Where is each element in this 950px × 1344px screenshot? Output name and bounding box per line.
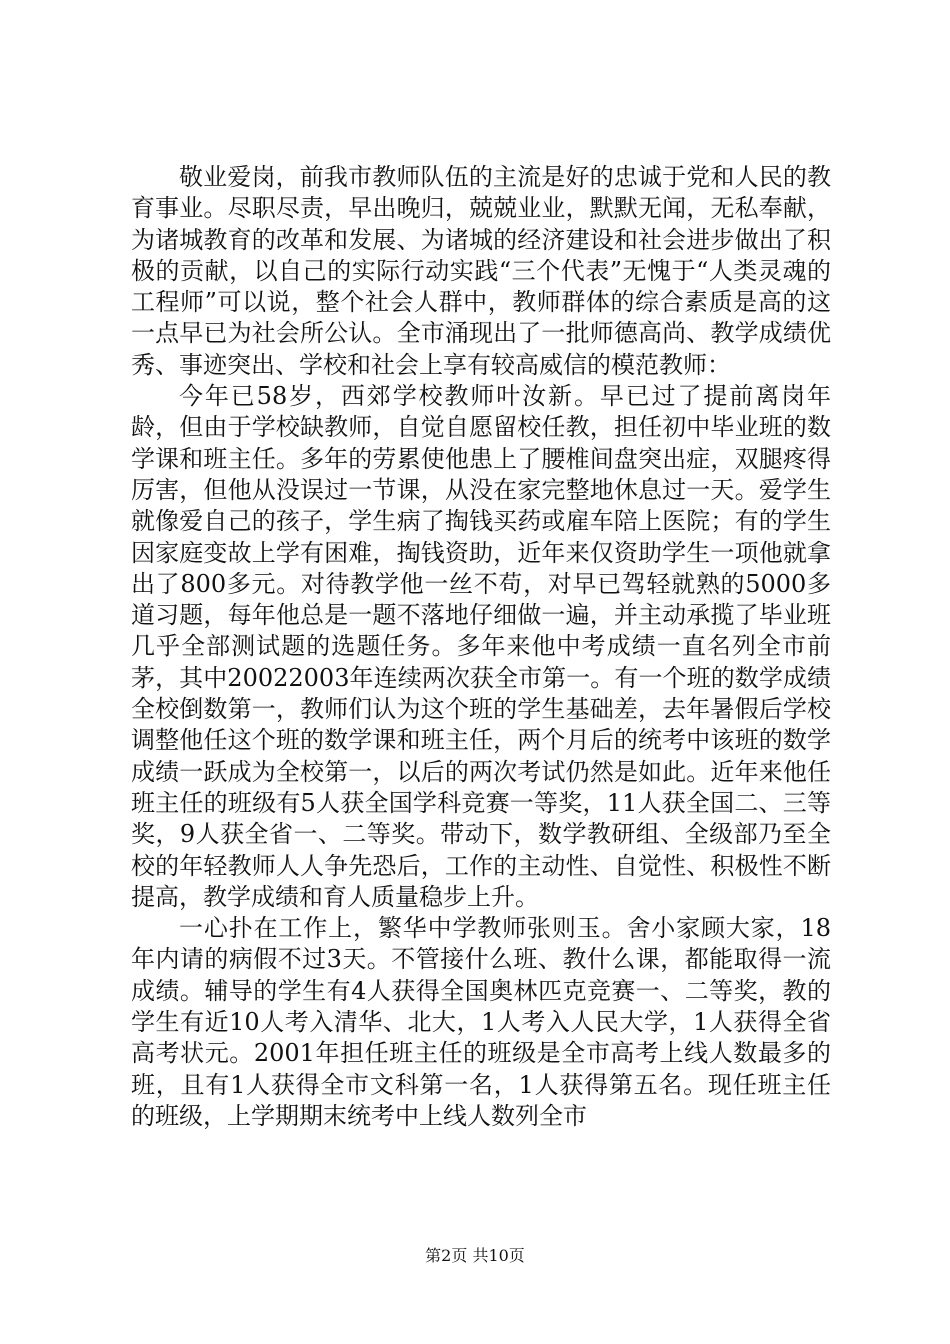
paragraph-1: 敬业爱岗，前我市教师队伍的主流是好的忠诚于党和人民的教育事业。尽职尽责，早出晚归，兢兢业业，默默无闻，无私奉献，为诸城教育的改革和发展、为诸城的经济建设和社会进步做出了积极的贡献，以自己的实际行动实践“三个代表”无愧于“人类灵魂的工程师”可以说，整个社会人群中，教师群体的综合素质是高的这一点早已为社会所公认。全市涌现出了一批师德高尚、教学成绩优秀、事迹突出、学校和社会上享有较高威信的模范教师： [131, 163, 831, 379]
page-number-footer: 第2页 共10页 [425, 1246, 525, 1265]
document-body [131, 162, 831, 1132]
paragraph-2: 今年已58岁，西郊学校教师叶汝新。早已过了提前离岗年龄，但由于学校缺教师，自觉自愿留校任教，担任初中毕业班的数学课和班主任。多年的劳累使他患上了腰椎间盘突出症，双腿疼得厉害，但他从没误过一节课，从没在家完整地休息过一天。爱学生就像爱自己的孩子，学生病了掏钱买药或雇车陪上医院；有的学生因家庭变故上学有困难，掏钱资助，近年来仅资助学生一项他就拿出了800多元。对待教学他一丝不苟，对早已驾轻就熟的5000多道习题，每年他总是一题不落地仔细做一遍，并主动承揽了毕业班几乎全部测试题的选题任务。多年来他中考成绩一直名列全市前茅，其中20022003年连续两次获全市第一。有一个班的数学成绩全校倒数第一，教师们认为这个班的学生基础差，去年暑假后学校调整他任这个班的数学课和班主任，两个月后的统考中该班的数学成绩一跃成为全校第一，以后的两次考试仍然是如此。近年来他任班主任的班级有5人获全国学科竞赛一等奖，11人获全国二、三等奖，9人获全省一、二等奖。带动下，数学教研组、全级部乃至全校的年轻教师人人争先恐后，工作的主动性、自觉性、积极性不断提高，教学成绩和育人质量稳步上升。 [131, 382, 831, 911]
paragraph-3: 一心扑在工作上，繁华中学教师张则玉。舍小家顾大家，18年内请的病假不过3天。不管接什么班、教什么课，都能取得一流成绩。辅导的学生有4人获得全国奥林匹克竞赛一、二等奖，教的学生有近10人考入清华、北大，1人考入人民大学，1人获得全省高考状元。2001年担任班主任的班级是全市高考上线人数最多的班，且有1人获得全市文科第一名，1人获得第五名。现任班主任的班级，上学期期末统考中上线人数列全市 [131, 914, 831, 1130]
